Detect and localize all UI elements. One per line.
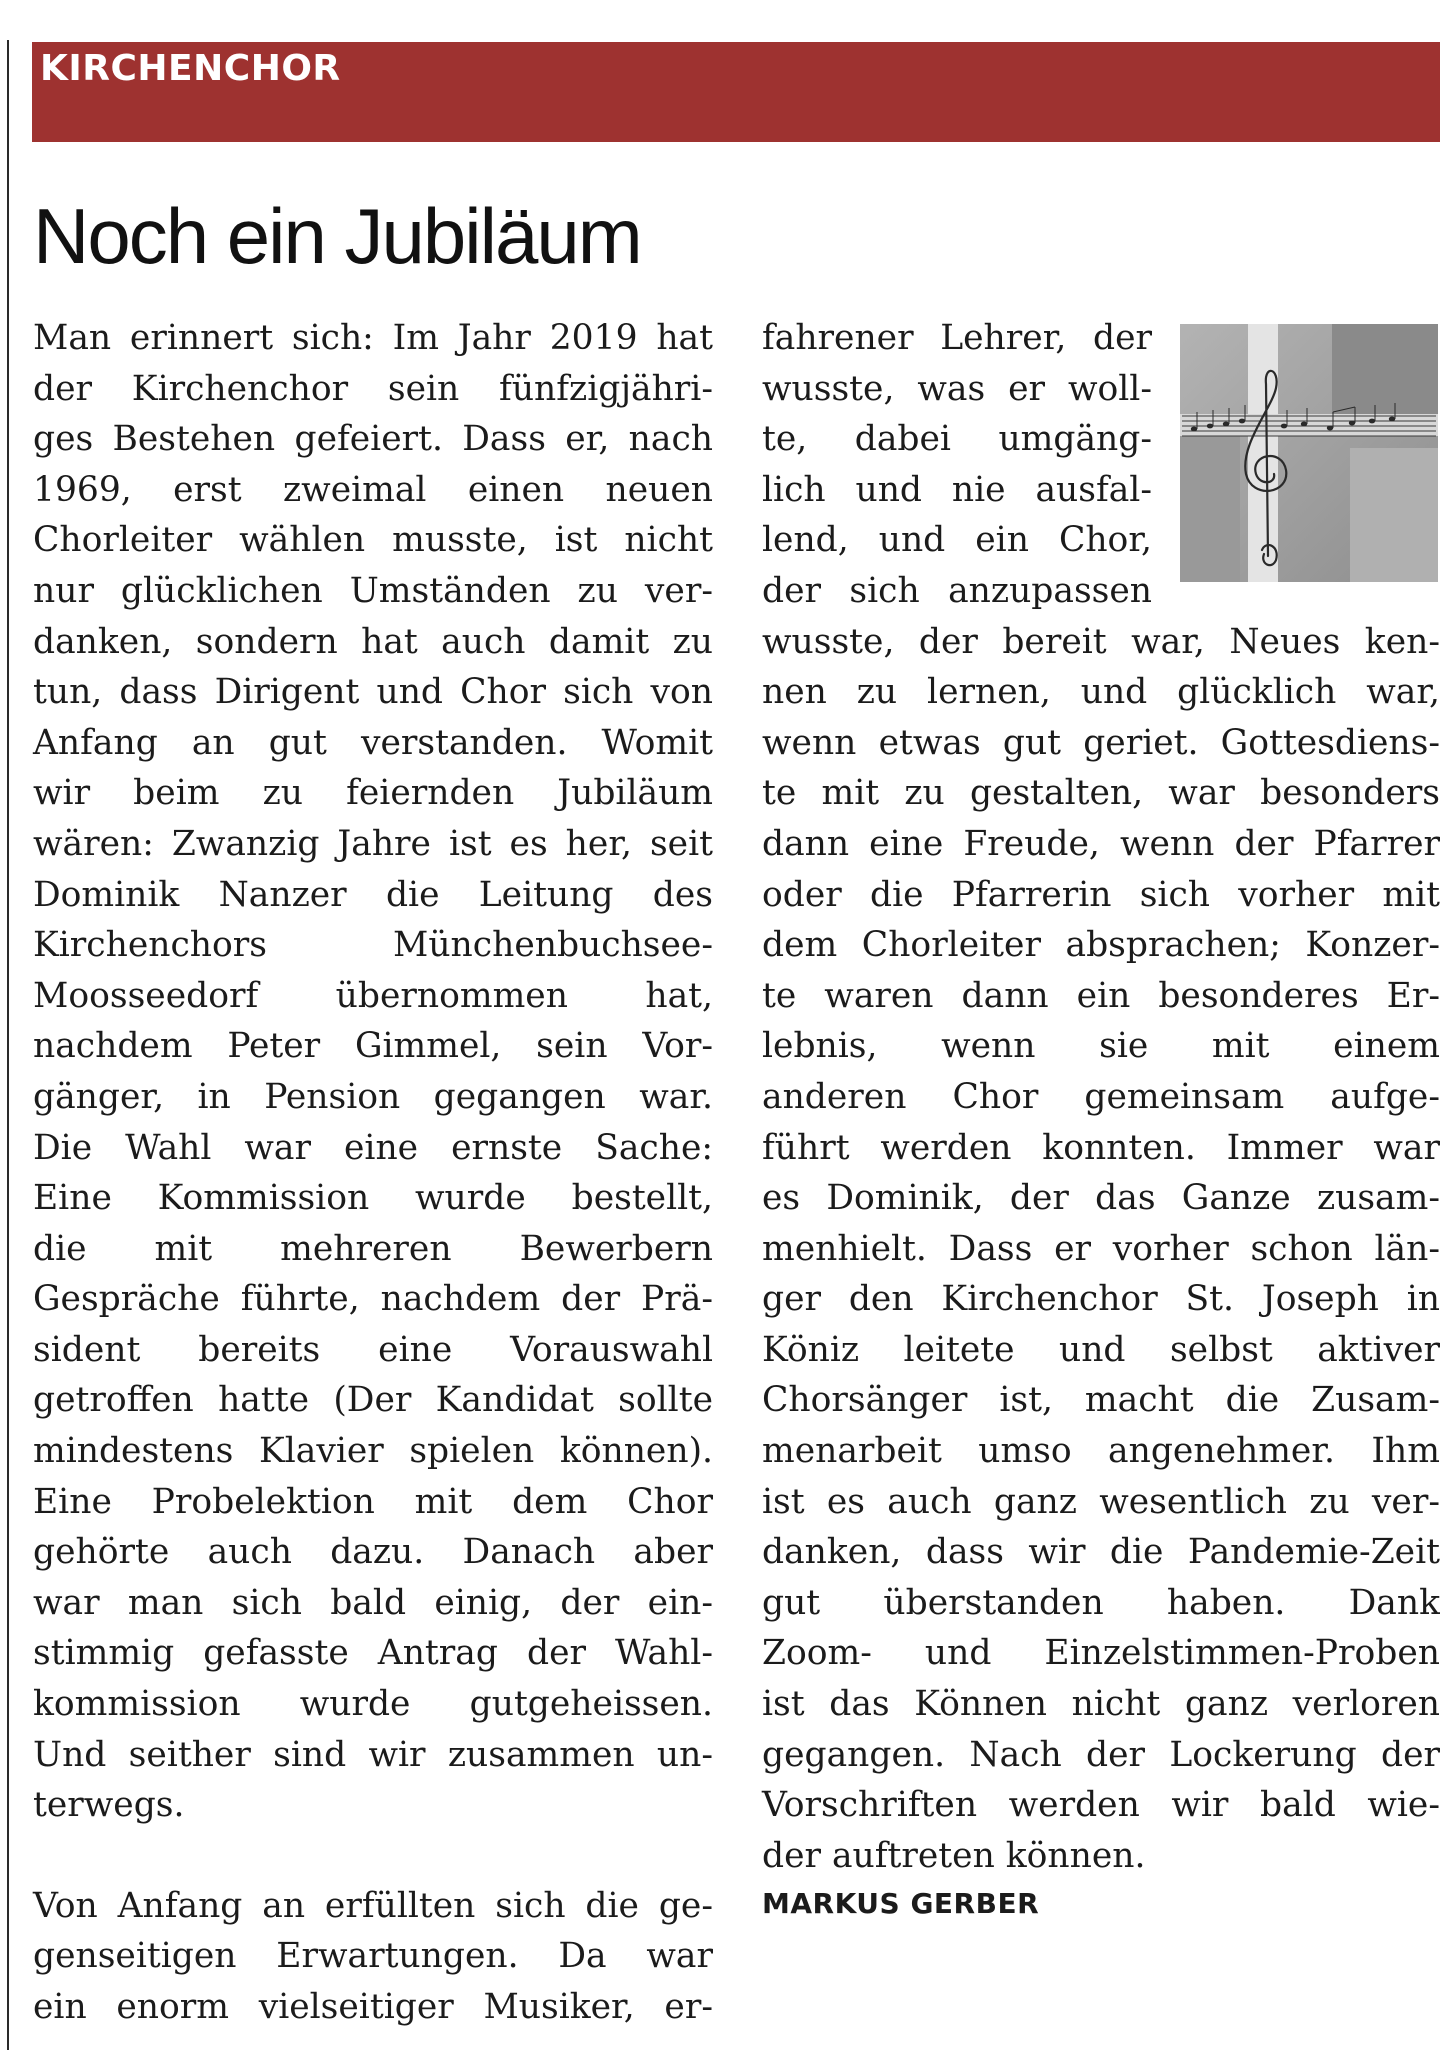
section-banner <box>32 42 1440 142</box>
text-line: terwegs. <box>33 1785 185 1826</box>
text-line: Kirchenchors Münchenbuchsee- <box>33 925 713 966</box>
text-line: Von Anfang an erfüllten sich die ge- <box>33 1885 713 1926</box>
text-line: danken, sondern hat auch damit zu <box>33 621 713 662</box>
text-line: fahrener Lehrer, der <box>762 318 1152 358</box>
text-line: menhielt. Dass er vorher schon län- <box>762 1228 1440 1269</box>
article-column-left <box>33 313 713 2033</box>
author-byline: MARKUS GERBER <box>762 1887 1040 1920</box>
text-line: nur glücklichen Umständen zu ver- <box>33 570 713 611</box>
text-line: kommission wurde gutgeheissen. <box>33 1684 713 1725</box>
text-line: genseitigen Erwartungen. Da war <box>33 1936 713 1977</box>
text-line: Die Wahl war eine ernste Sache: <box>33 1127 713 1168</box>
music-notes-illustration <box>1180 324 1438 582</box>
text-line: Vorschriften werden wir bald wie- <box>762 1785 1440 1826</box>
text-line: Chorsänger ist, macht die Zusam- <box>762 1380 1440 1421</box>
text-line: te waren dann ein besonderes Er- <box>762 975 1440 1016</box>
text-line: lebnis, wenn sie mit einem <box>762 1026 1440 1067</box>
text-line: Man erinnert sich: Im Jahr 2019 hat <box>33 318 713 358</box>
text-line: gehörte auch dazu. Danach aber <box>33 1532 713 1573</box>
text-line: Chorleiter wählen musste, ist nicht <box>33 520 713 561</box>
text-line: wir beim zu feiernden Jubiläum <box>33 773 713 814</box>
paragraph-2-continued <box>762 617 1440 1882</box>
text-line: gegangen. Nach der Lockerung der <box>762 1734 1440 1775</box>
text-line: wusste, der bereit war, Neues ken- <box>762 621 1440 662</box>
text-line: wären: Zwanzig Jahre ist es her, seit <box>33 823 713 864</box>
section-label: KIRCHENCHOR <box>40 48 341 89</box>
text-line: Anfang an gut verstanden. Womit <box>33 722 713 763</box>
paragraph-2-continued-narrow <box>762 313 1152 617</box>
text-line: tun, dass Dirigent und Chor sich von <box>33 672 713 713</box>
text-line: wenn etwas gut geriet. Gottesdiens- <box>762 722 1440 763</box>
text-line: stimmig gefasste Antrag der Wahl- <box>33 1633 713 1674</box>
text-line: menarbeit umso angenehmer. Ihm <box>762 1431 1440 1472</box>
text-line: Und seither sind wir zusammen un- <box>33 1734 713 1775</box>
text-line: Dominik Nanzer die Leitung des <box>33 874 713 915</box>
page-left-rule <box>7 40 9 2050</box>
text-line: der auftreten können. <box>762 1835 1146 1876</box>
text-line: die mit mehreren Bewerbern <box>33 1228 713 1269</box>
text-line: Eine Kommission wurde bestellt, <box>33 1178 713 1219</box>
text-line: ges Bestehen gefeiert. Dass er, nach <box>33 419 713 460</box>
text-line: dann eine Freude, wenn der Pfarrer <box>762 823 1440 864</box>
text-line: gut überstanden haben. Dank <box>762 1582 1440 1623</box>
paragraph-2 <box>33 1881 713 2033</box>
text-line: wusste, was er woll- <box>762 368 1152 409</box>
text-line: anderen Chor gemeinsam aufge- <box>762 1076 1440 1117</box>
text-line: dem Chorleiter absprachen; Konzer- <box>762 925 1440 966</box>
text-line: lich und nie ausfal- <box>762 469 1152 510</box>
text-line: es Dominik, der das Ganze zusam- <box>762 1178 1440 1219</box>
text-line: sident bereits eine Vorauswahl <box>33 1329 713 1370</box>
text-line: lend, und ein Chor, <box>762 520 1152 561</box>
text-line: der Kirchenchor sein fünfzigjähri- <box>33 368 713 409</box>
text-line: gänger, in Pension gegangen war. <box>33 1076 713 1117</box>
text-line: führt werden konnten. Immer war <box>762 1127 1440 1168</box>
text-line: der sich anzupassen <box>762 570 1152 611</box>
paragraph-gap <box>33 1831 713 1881</box>
text-line: war man sich bald einig, der ein- <box>33 1582 713 1623</box>
paragraph-1 <box>33 313 713 1831</box>
text-line: te, dabei umgäng- <box>762 419 1152 460</box>
text-line: ein enorm vielseitiger Musiker, er- <box>33 1987 713 2027</box>
text-line: te mit zu gestalten, war besonders <box>762 773 1440 814</box>
text-line: Köniz leitete und selbst aktiver <box>762 1329 1440 1370</box>
text-line: 1969, erst zweimal einen neuen <box>33 469 713 510</box>
text-line: danken, dass wir die Pandemie-Zeit <box>762 1532 1440 1573</box>
text-line: getroffen hatte (Der Kandidat sollte <box>33 1380 713 1421</box>
text-line: ist es auch ganz wesentlich zu ver- <box>762 1481 1440 1522</box>
text-line: Gespräche führte, nachdem der Prä- <box>33 1279 713 1320</box>
text-line: Eine Probelektion mit dem Chor <box>33 1481 713 1522</box>
text-line: nachdem Peter Gimmel, sein Vor- <box>33 1026 713 1067</box>
text-line: ger den Kirchenchor St. Joseph in <box>762 1279 1440 1320</box>
text-line: mindestens Klavier spielen können). <box>33 1431 713 1472</box>
text-line: oder die Pfarrerin sich vorher mit <box>762 874 1440 915</box>
text-line: Moosseedorf übernommen hat, <box>33 975 713 1016</box>
text-line: ist das Können nicht ganz verloren <box>762 1684 1440 1725</box>
text-line: Zoom- und Einzelstimmen-Proben <box>762 1633 1440 1674</box>
article-headline: Noch ein Jubiläum <box>33 192 641 280</box>
text-line: nen zu lernen, und glücklich war, <box>762 672 1440 713</box>
